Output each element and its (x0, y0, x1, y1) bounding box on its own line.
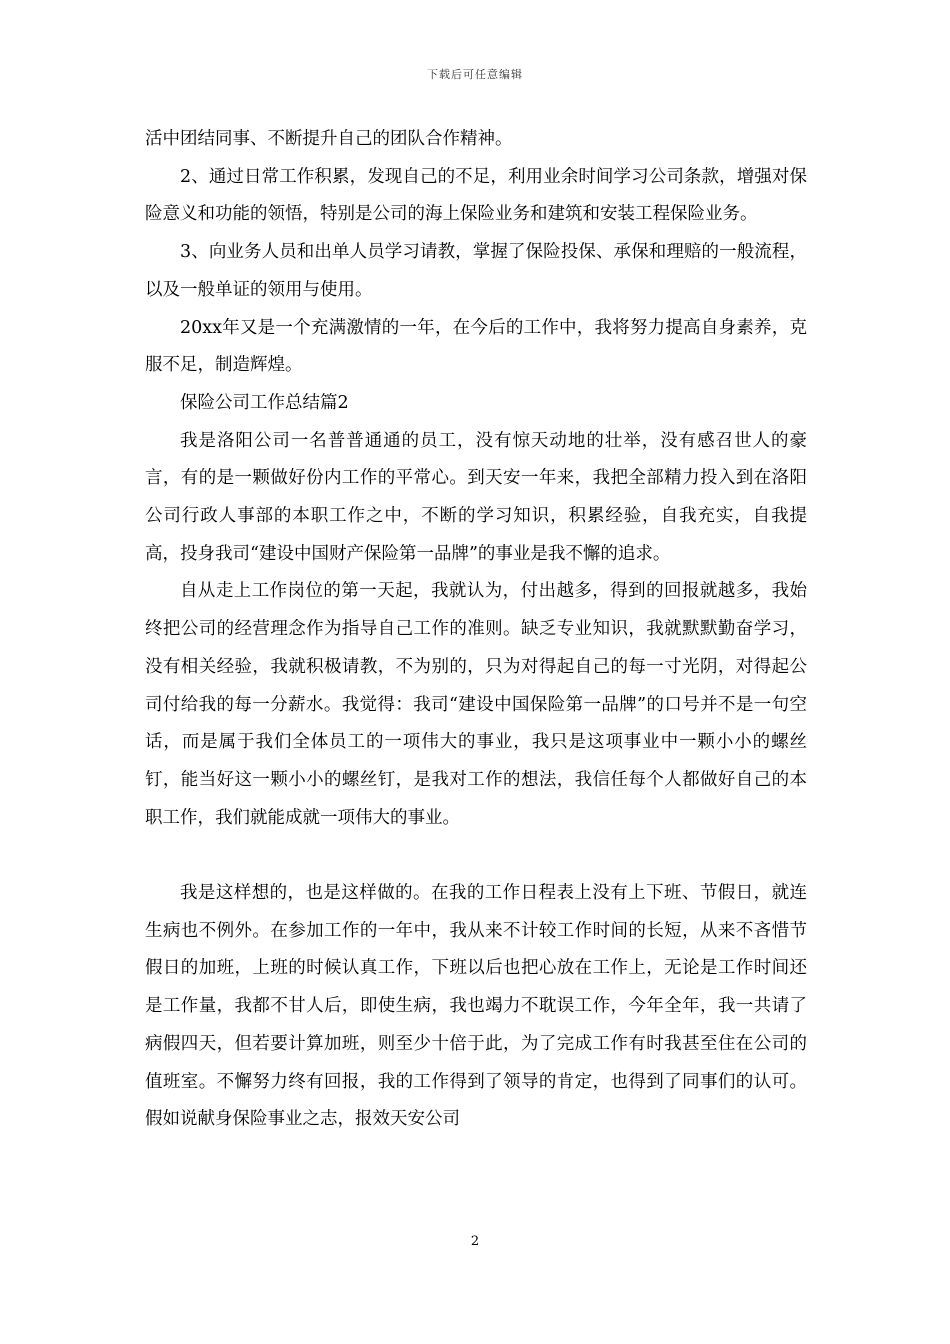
section-title: 保险公司工作总结篇2 (180, 392, 349, 413)
paragraph-item-3: 3、向业务人员和出单人员学习请教，掌握了保险投保、承保和理赔的一般流程，以及一般单证的领用与使用。 (145, 242, 807, 300)
document-body (145, 121, 807, 1139)
paragraph-intro: 我是洛阳公司一名普普通通的员工，没有惊天动地的壮举，没有感召世人的豪言，有的是一颗做好份内工作的平常心。到天安一年来，我把全部精力投入到在洛阳公司行政人事部的本职工作之中，不断的学习知识，积累经验，自我充实，自我提高，投身我司“建设中国财产保险第一品牌”的事业是我不懈的追求。 (145, 430, 807, 564)
paragraph-item-2: 2、通过日常工作积累，发现自己的不足，利用业余时间学习公司条款，增强对保险意义和功能的领悟，特别是公司的海上保险业务和建筑和安装工程保险业务。 (145, 166, 807, 225)
paragraph-work-attitude: 自从走上工作岗位的第一天起，我就认为，付出越多，得到的回报就越多，我始终把公司的经营理念作为指导自己工作的准则。缺乏专业知识，我就默默勤奋学习，没有相关经验，我就积极请教，不为别的，只为对得起自己的每一寸光阴，对得起公司付给我的每一分薪水。我觉得：我司“建设中国保险第一品牌”的口号并不是一句空话，而是属于我们全体员工的一项伟大的事业，我只是这项事业中一颗小小的螺丝钉，能当好这一颗小小的螺丝钉，是我对工作的想法，我信任每个人都做好自己的本职工作，我们就能成就一项伟大的事业。 (145, 581, 807, 828)
paragraph-work-practice: 我是这样想的，也是这样做的。在我的工作日程表上没有上下班、节假日，就连生病也不例外。在参加工作的一年中，我从来不计较工作时间的长短，从来不吝惜节假日的加班，上班的时候认真工作，下班以后也把心放在工作上，无论是工作时间还是工作量，我都不甘人后，即使生病，我也竭力不耽误工作，今年全年，我一共请了病假四天，但若要计算加班，则至少十倍于此，为了完成工作有时我甚至住在公司的值班室。不懈努力终有回报，我的工作得到了领导的肯定，也得到了同事们的认可。假如说献身保险事业之志，报效天安公司 (145, 883, 807, 1130)
blank-line (145, 837, 807, 875)
page-header: 下载后可任意编辑 (427, 68, 523, 81)
paragraph-continuation: 活中团结同事、不断提升自己的团队合作精神。 (145, 129, 513, 149)
page-number: 2 (470, 1234, 480, 1249)
paragraph-closing: 20xx年又是一个充满激情的一年，在今后的工作中，我将努力提高自身素养，克服不足，制造辉煌。 (145, 317, 807, 376)
